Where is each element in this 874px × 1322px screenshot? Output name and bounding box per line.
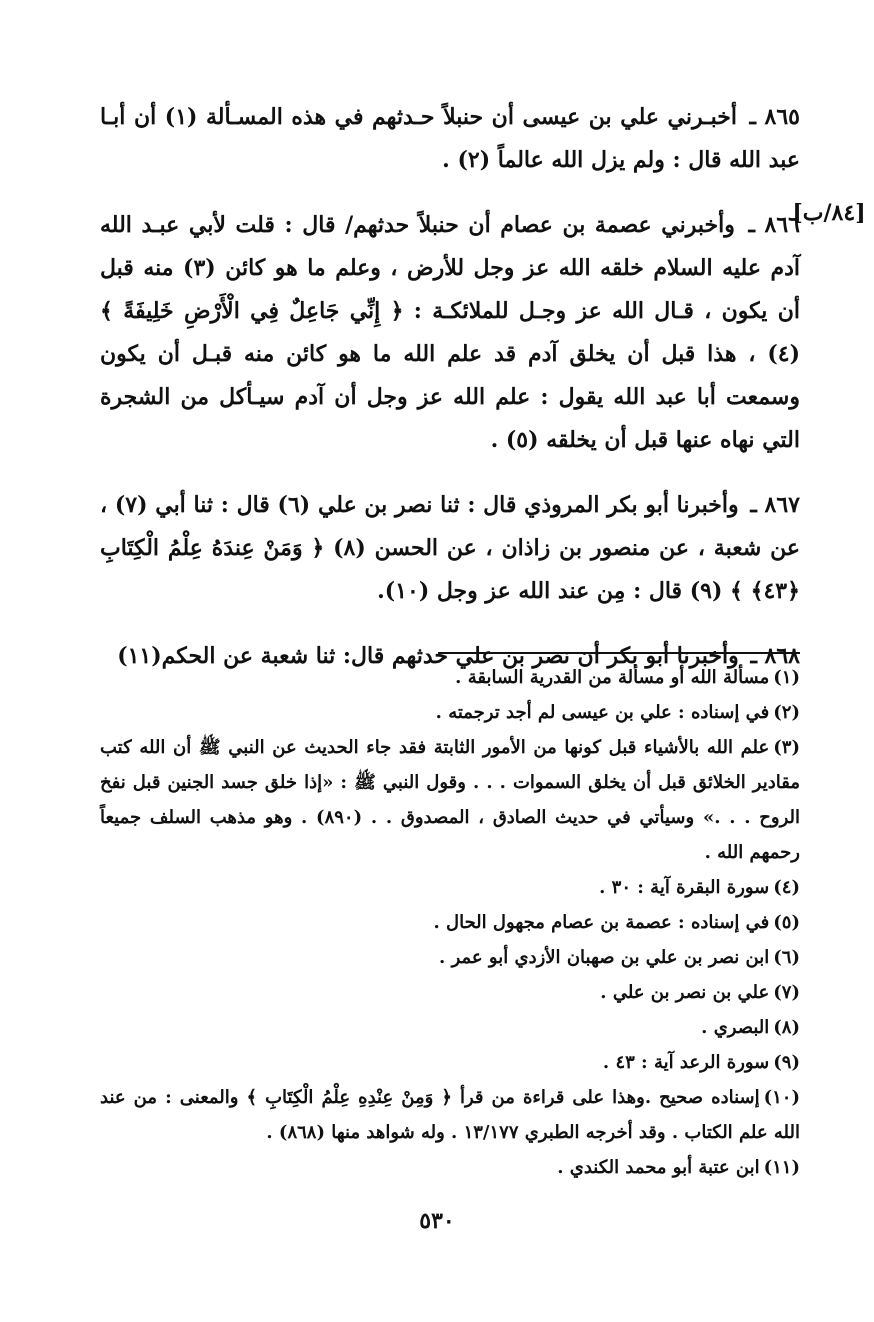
footnote <box>100 695 800 730</box>
hadith-entry <box>100 484 800 613</box>
footnote-number: (٣) <box>773 737 800 758</box>
footnote <box>100 940 800 975</box>
footnote <box>100 1150 800 1185</box>
page-number: ٥٣٠ <box>419 1208 455 1234</box>
main-text <box>100 96 800 692</box>
footnote-text: ابن نصر بن علي بن صهبان الأزدي أبو عمر . <box>439 947 770 968</box>
footnote <box>100 975 800 1010</box>
footnote <box>100 870 800 905</box>
footnote-text: مسألة الله أو مسألة من القدرية السابقة . <box>455 667 770 688</box>
entry-number: ٨٦٧ ـ <box>750 492 800 518</box>
margin-folio-reference: [٨٤/ب] <box>792 200 866 226</box>
entry-number: ٨٦٨ ـ <box>750 643 800 669</box>
footnote-number: (١٠) <box>763 1087 800 1108</box>
footnote-number: (٥) <box>773 912 800 933</box>
footnote-text: علي بن نصر بن علي . <box>600 982 770 1003</box>
footnote-text: إسناده صحيح .وهذا على قراءة من قرأ ﴿ وَمِنْ عِنْدِهِ عِلْمُ الْكِتَابِ ﴾ والمعنى : من عند الله علم الكتاب . وقد أخرجه الطبري ١٣/١٧٧ . وله شواهد منها (٨٦٨) . <box>100 1087 800 1143</box>
footnote-number: (٢) <box>773 702 800 723</box>
entry-number: ٨٦٥ ـ <box>749 104 800 130</box>
footnote <box>100 1080 800 1150</box>
footnote <box>100 660 800 695</box>
footnote <box>100 730 800 870</box>
footnote <box>100 1045 800 1080</box>
footnote-text: سورة البقرة آية : ٣٠ . <box>599 877 770 898</box>
footnote-text: ابن عتبة أبو محمد الكندي . <box>557 1157 760 1178</box>
footnote-number: (٧) <box>773 982 800 1003</box>
footnote-number: (١١) <box>763 1157 800 1178</box>
entry-text: وأخبرنا أبو بكر أن نصر بن علي حدثهم قال: ثنا شعبة عن الحكم(١١) <box>117 643 739 669</box>
footnote-text: البصري . <box>701 1017 770 1038</box>
footnote-number: (٦) <box>773 947 800 968</box>
hadith-entry <box>100 204 800 462</box>
footnote-text: سورة الرعد آية : ٤٣ . <box>602 1052 770 1073</box>
entry-text: أخبـرني علي بن عيسى أن حنبلاً حـدثهم في هذه المسـألة (١) أن أبـا عبد الله قال : ولم يزل الله عالماً (٢) . <box>100 104 800 173</box>
footnote-divider <box>438 652 800 654</box>
footnotes <box>100 660 800 1185</box>
footnote <box>100 1010 800 1045</box>
entry-text: وأخبرنا أبو بكر المروذي قال : ثنا نصر بن علي (٦) قال : ثنا أبي (٧) ، عن شعبة ، عن منصور بن زاذان ، عن الحسن (٨) ﴿ وَمَنْ عِندَهُ عِلْمُ الْكِتَابِ ﴿٤٣﴾ ﴾ (٩) قال : مِن عند الله عز وجل (١٠). <box>100 492 800 604</box>
footnote-text: في إسناده : علي بن عيسى لم أجد ترجمته . <box>435 702 770 723</box>
footnote-number: (١) <box>773 667 800 688</box>
footnote-number: (٤) <box>773 877 800 898</box>
footnote-number: (٩) <box>773 1052 800 1073</box>
entry-text: وأخبرني عصمة بن عصام أن حنبلاً حدثهم/ قال : قلت لأبي عبـد الله آدم عليه السلام خلقه الله عز وجل للأرض ، وعلم ما هو كائن (٣) منه قبل أن يكون ، قـال الله عز وجـل للملائكـة : ﴿ إِنِّي جَاعِلٌ فِي الْأَرْضِ خَلِيفَةً ﴾ (٤) ، هذا قبل أن يخلق آدم قد علم الله ما هو كائن منه قبـل أن يكون وسمعت أبا عبد الله يقول : علم الله عز وجل أن آدم سيـأكل من الشجرة التي نهاه عنها قبل أن يخلقه (٥) . <box>100 212 800 453</box>
footnote-text: علم الله بالأشياء قبل كونها من الأمور الثابتة فقد جاء الحديث عن النبي ﷺ أن الله كتب مقادير الخلائق قبل أن يخلق السموات . . . وقول النبي ﷺ : «إذا خلق جسد الجنين قبل نفخ الروح . . .» وسيأتي في حديث الصادق ، المصدوق . . (٨٩٠) . وهو مذهب السلف جميعاً رحمهم الله . <box>100 737 800 863</box>
entry-number: ٨٦٦ ـ <box>748 212 800 238</box>
footnote <box>100 905 800 940</box>
footnote-text: في إسناده : عصمة بن عصام مجهول الحال . <box>433 912 770 933</box>
hadith-entry <box>100 96 800 182</box>
footnote-number: (٨) <box>773 1017 800 1038</box>
